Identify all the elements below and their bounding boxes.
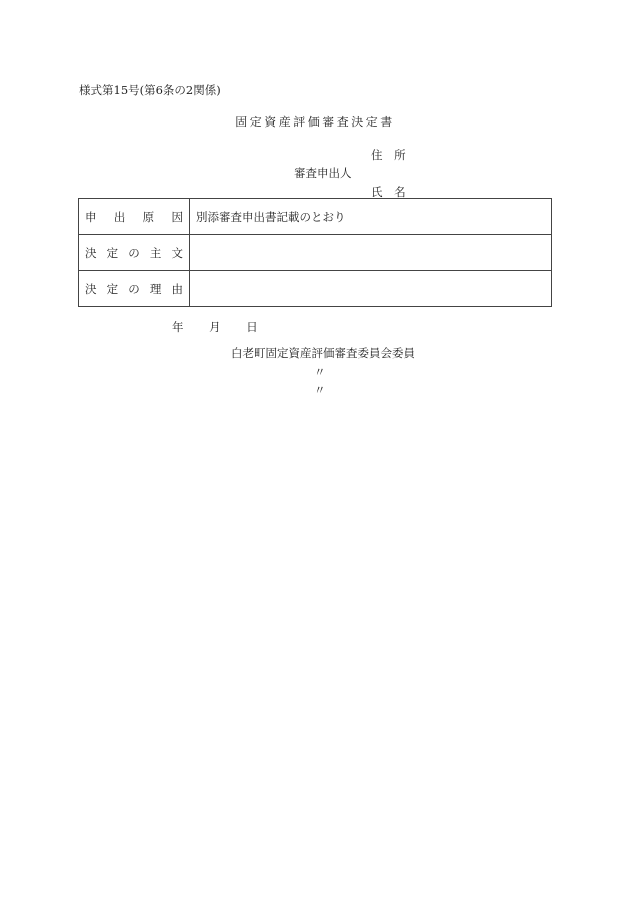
address-label: 住 所 [371, 148, 406, 162]
applicant-label: 審査申出人 [294, 166, 352, 180]
label-char: 由 [171, 281, 183, 296]
table-row [79, 235, 552, 271]
label-char: 決 [85, 245, 97, 260]
label-char: 主 [149, 245, 162, 260]
label-char: 申 [85, 209, 97, 224]
row-value: 別添審査申出書記載のとおり [190, 199, 552, 235]
row-label [79, 199, 190, 235]
committee-label: 白老町固定資産評価審査委員会委員 [231, 346, 415, 360]
label-char: 定 [106, 281, 119, 296]
ditto-mark: 〃 [314, 365, 326, 379]
label-char: 因 [171, 209, 183, 224]
label-char: 理 [149, 281, 162, 296]
table-row [79, 271, 552, 307]
form-number: 様式第15号(第6条の2関係) [79, 83, 221, 97]
row-label [79, 235, 190, 271]
document-title: 固定資産評価審査決定書 [235, 115, 395, 129]
row-label [79, 271, 190, 307]
date-label: 年 月 日 [172, 320, 258, 334]
name-label: 氏 名 [371, 185, 406, 199]
ditto-mark: 〃 [314, 383, 326, 397]
label-char: の [128, 281, 140, 296]
label-char: の [128, 245, 140, 260]
decision-table [78, 198, 552, 307]
table-row [79, 199, 552, 235]
label-char: 定 [106, 245, 119, 260]
label-char: 決 [85, 281, 97, 296]
label-char: 文 [171, 245, 183, 260]
row-value [190, 235, 552, 271]
row-value [190, 271, 552, 307]
label-char: 原 [142, 209, 155, 224]
label-char: 出 [113, 209, 126, 224]
